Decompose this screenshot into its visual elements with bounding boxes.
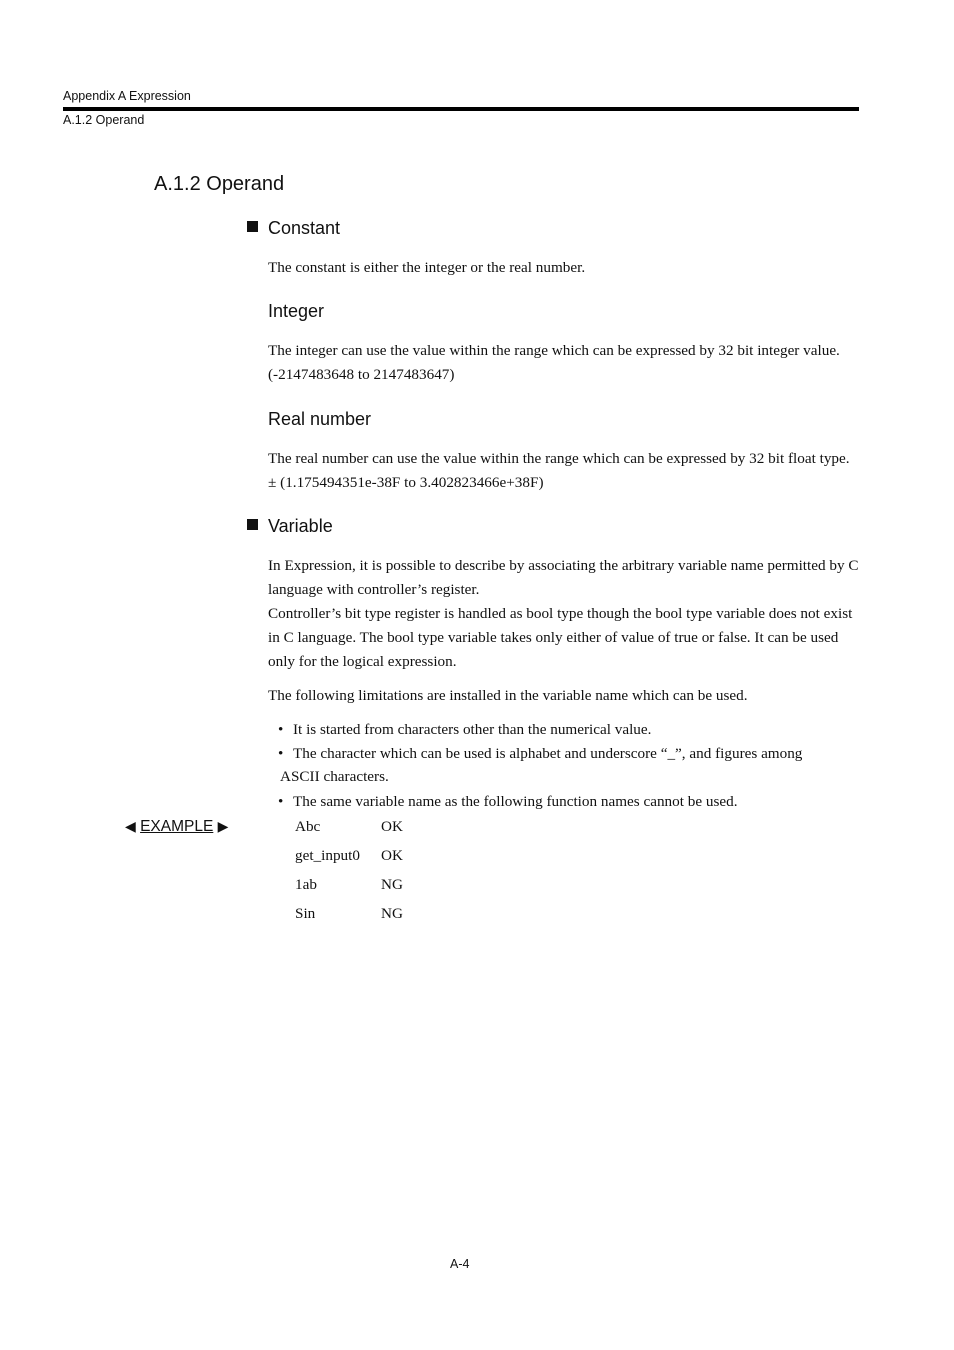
variable-paragraph-2: The following limitations are installed in the variable name which can be used. bbox=[268, 687, 748, 704]
integer-text: The integer can use the value within the range which can be expressed by 32 bit integer value. (-2147483648 to 2147483647) bbox=[268, 342, 840, 383]
variable-heading-text: Variable bbox=[268, 516, 333, 536]
page-number: A-4 bbox=[450, 1257, 470, 1271]
running-header-section: A.1.2 Operand bbox=[63, 113, 145, 127]
variable-heading bbox=[247, 516, 333, 537]
right-triangle-icon: ▶ bbox=[217, 818, 229, 834]
variable-paragraph-1-line1: In Expression, it is possible to describe by associating the arbitrary variable name permitted by C language with controller’s register. bbox=[268, 557, 859, 598]
variable-paragraph-1 bbox=[268, 554, 860, 674]
example-variable-name: 1ab bbox=[295, 876, 317, 893]
list-item-text: The character which can be used is alphabet and underscore “_”, and figures among bbox=[293, 745, 803, 762]
example-result: OK bbox=[381, 818, 403, 835]
section-title: A.1.2 Operand bbox=[154, 173, 285, 195]
real-number-heading: Real number bbox=[268, 409, 372, 429]
real-number-text: The real number can use the value within the range which can be expressed by 32 bit float type. ± (1.175494351e-38F to 3.402823466e+38F) bbox=[268, 450, 850, 491]
left-triangle-icon: ◀ bbox=[125, 818, 136, 834]
list-item: • It is started from characters other than the numerical value. bbox=[278, 721, 652, 738]
list-item: • The character which can be used is alphabet and underscore “_”, and figures among ASCII characters. bbox=[278, 742, 858, 788]
square-bullet-icon bbox=[247, 519, 258, 530]
constant-heading bbox=[247, 218, 340, 239]
example-label bbox=[125, 818, 228, 836]
variable-paragraph-1-line2: Controller’s bit type register is handled as bool type though the bool type variable does not exist in C language. The bool type variable takes only either of value of true or false. It can be used only for the logical expression. bbox=[268, 605, 853, 670]
square-bullet-icon bbox=[247, 221, 258, 232]
example-result: OK bbox=[381, 847, 403, 864]
list-item-text: It is started from characters other than the numerical value. bbox=[293, 721, 652, 738]
running-header-chapter: Appendix A Expression bbox=[63, 89, 191, 103]
constant-heading-text: Constant bbox=[268, 218, 341, 238]
example-variable-name: Abc bbox=[295, 818, 321, 835]
list-item: • The same variable name as the following function names cannot be used. bbox=[278, 793, 738, 810]
header-rule bbox=[63, 107, 859, 111]
list-item-text-continued: ASCII characters. bbox=[280, 768, 389, 785]
integer-heading: Integer bbox=[268, 301, 325, 321]
example-result: NG bbox=[381, 876, 403, 893]
list-item-text: The same variable name as the following function names cannot be used. bbox=[293, 793, 738, 810]
constant-intro: The constant is either the integer or the real number. bbox=[268, 259, 586, 276]
example-label-text: EXAMPLE bbox=[140, 818, 214, 835]
example-variable-name: Sin bbox=[295, 905, 316, 922]
example-variable-name: get_input0 bbox=[295, 847, 360, 864]
example-result: NG bbox=[381, 905, 403, 922]
